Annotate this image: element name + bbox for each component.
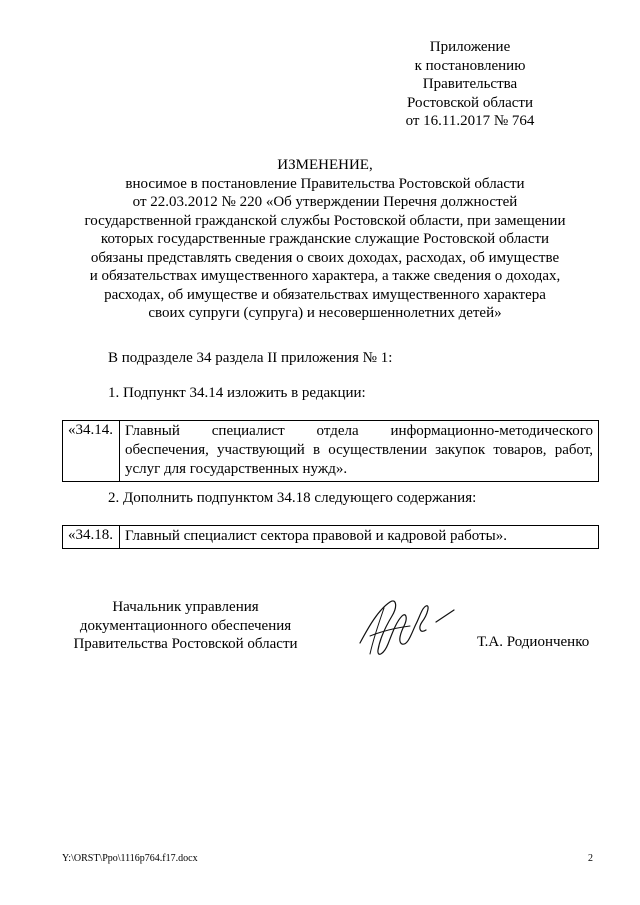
document-title — [60, 156, 590, 323]
appendix-line: Ростовской области — [407, 94, 533, 111]
item-text-line: обеспечения, участвующий в осуществлении закупок товаров, работ, — [125, 442, 593, 458]
appendix-header — [375, 38, 565, 131]
position-line: Начальник управления — [112, 599, 259, 615]
position-line: документационного обеспечения — [79, 617, 292, 634]
position-line: Правительства Ростовской области — [73, 636, 298, 652]
title-line: расходах, об имуществе и обязательствах имущественного характера — [104, 286, 546, 303]
table-row — [63, 421, 599, 482]
title-line: своих супруги (супруга) и несовершеннолетних детей» — [148, 305, 502, 321]
item-text-line: услуг для государственных нужд». — [125, 461, 348, 477]
title-line: обязаны представлять сведения о своих доходах, расходах, об имуществе — [90, 249, 560, 266]
item-text-line: Главный специалист отдела информационно-методического — [125, 423, 593, 439]
page-number: 2 — [588, 853, 593, 864]
title-line: и обязательствах имущественного характера, а также сведения о доходах, — [89, 268, 561, 284]
table-34-14 — [62, 420, 599, 482]
title-heading: ИЗМЕНЕНИЕ, — [277, 157, 373, 173]
appendix-line: к постановлению — [414, 57, 526, 74]
title-line: от 22.03.2012 № 220 «Об утверждении Перечня должностей — [132, 194, 518, 210]
item-number: «34.14. — [63, 421, 120, 482]
title-line: которых государственные гражданские служащие Ростовской области — [100, 231, 550, 247]
signatory-position — [68, 598, 303, 654]
footer-file-path: Y:\ORST\Ppo\1116p764.f17.docx — [62, 853, 198, 864]
appendix-line: Правительства — [422, 76, 518, 92]
item-text — [120, 421, 599, 482]
table-row — [63, 526, 599, 549]
signatory-name: Т.А. Родионченко — [477, 634, 590, 650]
title-line: вносимое в постановление Правительства Ростовской области — [125, 175, 525, 192]
table-34-18 — [62, 525, 599, 549]
handwritten-signature — [350, 588, 460, 668]
item-text: Главный специалист сектора правовой и кадровой работы». — [120, 526, 599, 549]
item-number: «34.18. — [63, 526, 120, 549]
appendix-line: от 16.11.2017 № 764 — [405, 113, 535, 129]
appendix-line: Приложение — [429, 39, 511, 55]
item-1-paragraph: 1. Подпункт 34.14 изложить в редакции: — [108, 385, 366, 401]
item-2-paragraph: 2. Дополнить подпунктом 34.18 следующего содержания: — [108, 490, 477, 506]
intro-paragraph: В подразделе 34 раздела II приложения № 1: — [108, 350, 393, 366]
title-line: государственной гражданской службы Ростовской области, при замещении — [84, 212, 566, 229]
